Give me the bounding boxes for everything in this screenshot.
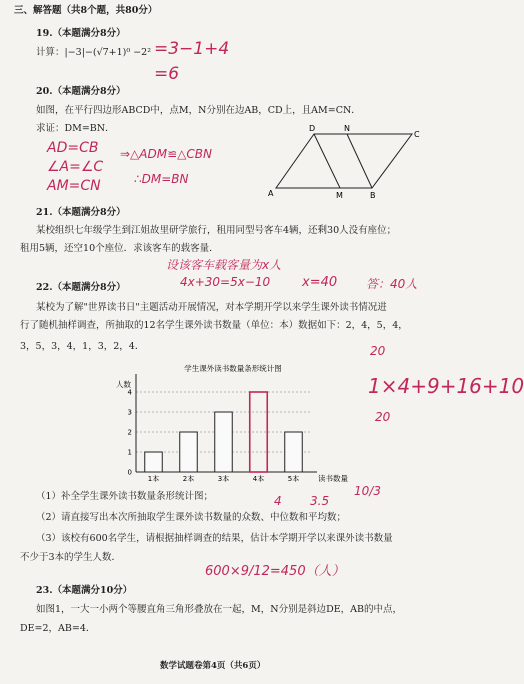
chart-title: 学生课外读书数量条形统计图 <box>184 364 282 373</box>
q22-hw-top: 20 <box>370 344 386 358</box>
q22-hw-mean: 10/3 <box>354 484 381 498</box>
q21-line-1: 某校组织七年级学生到江姐故里研学旅行，租用同型号客车4辆，还剩30人没有座位； <box>36 225 397 236</box>
q22-hw-median: 3.5 <box>310 494 330 508</box>
q20-number: 20.（本题满分8分） <box>36 86 126 97</box>
y-tick-label-1: 1 <box>127 448 132 457</box>
x-tick-label-5: 5本 <box>287 475 300 483</box>
q22-sub-1: （1）补全学生课外读书数量条形统计图； <box>36 491 214 502</box>
q20-prove: 求证：DM=BN． <box>36 123 115 134</box>
q20-hw-line-1: AD=CB <box>47 140 99 156</box>
q22-sub-3a: （3）该校有600名学生，请根据抽样调查的结果，估计本学期开学以来课外读书数量 <box>36 533 393 544</box>
q19-handwritten-answer: =6 <box>154 64 180 84</box>
q21-line-2: 租用5辆，还空10个座位．求该客车的载客量． <box>20 243 219 254</box>
q23-line-2: DE=2，AB=4． <box>20 623 96 634</box>
q22-sub-2: （2）请直接写出本次所抽取学生课外读书数量的众数、中位数和平均数； <box>36 512 347 523</box>
parallelogram-figure <box>262 120 432 204</box>
label-b: B <box>370 191 376 200</box>
bar-5 <box>285 432 303 472</box>
q21-hw-answer: 答：40人 <box>366 277 418 291</box>
x-tick-label-3: 3本 <box>217 475 230 483</box>
q20-hw-line-2: ∠A=∠C <box>47 159 104 175</box>
y-tick-label-3: 3 <box>127 408 132 417</box>
q22-hw-sum: 1×4+9+16+10 <box>368 374 524 398</box>
q20-prompt: 如图，在平行四边形ABCD中，点M，N分别在边AB，CD上，且AM=CN． <box>36 105 361 116</box>
q20-hw-line-3: AM=CN <box>47 178 101 194</box>
bar-chart <box>108 360 358 490</box>
bar-2 <box>180 432 198 472</box>
q19-number: 19.（本题满分8分） <box>36 28 126 39</box>
q22-hw-estimate: 600×9/12=450（人） <box>205 564 345 579</box>
q21-hw-equation: 4x+30=5x−10 <box>180 275 271 289</box>
label-d: D <box>309 124 316 133</box>
y-tick-label-0: 0 <box>127 468 132 477</box>
label-c: C <box>414 130 420 139</box>
q19-prompt: 计算：|−3|−(√7+1)⁰ −2² <box>36 47 152 58</box>
q21-number: 21.（本题满分8分） <box>36 207 126 218</box>
q21-hw-set: 设该客车载客量为x人 <box>166 258 282 272</box>
q22-line-3: 3，5，3，4，1，3，2，4． <box>20 341 145 352</box>
q23-line-1: 如图1，一大一小两个等腰直角三角形叠放在一起，M，N分别是斜边DE，AB的中点， <box>36 604 402 615</box>
page-footer: 数学试题卷第4页（共6页） <box>160 661 266 671</box>
label-n: N <box>344 124 350 133</box>
x-tick-label-1: 1本 <box>147 475 160 483</box>
bar-1 <box>145 452 163 472</box>
q22-hw-mode: 4 <box>274 494 282 508</box>
q22-line-1: 某校为了解"世界读书日"主题活动开展情况，对本学期开学以来学生课外读书情况进 <box>36 302 387 313</box>
q20-hw-conclude: ∴DM=BN <box>134 172 189 186</box>
q20-hw-congruent: ⇒△ADM≌△CBN <box>120 147 212 161</box>
label-a: A <box>268 189 274 198</box>
label-m: M <box>336 191 343 200</box>
q22-line-2: 行了随机抽样调查，所抽取的12名学生课外读书数量（单位：本）数据如下：2，4，5，4， <box>20 320 408 331</box>
q21-hw-x: x=40 <box>302 275 338 290</box>
bar-3 <box>215 412 233 472</box>
x-tick-label-2: 2本 <box>182 475 195 483</box>
y-tick-label-4: 4 <box>127 388 132 397</box>
q22-number: 22.（本题满分8分） <box>36 282 126 293</box>
y-tick-label-2: 2 <box>127 428 132 437</box>
x-axis-label: 读书数量 <box>318 474 348 483</box>
q22-hw-bottom: 20 <box>375 410 391 424</box>
section-header: 三、解答题（共8个题，共80分） <box>14 5 158 16</box>
q19-handwritten-work: =3−1+4 <box>154 39 230 59</box>
x-tick-label-4: 4本 <box>252 475 265 483</box>
y-axis-label: 人数 <box>116 380 131 389</box>
q23-number: 23.（本题满分10分） <box>36 585 133 596</box>
q22-sub-3b: 不少于3本的学生人数． <box>20 552 122 563</box>
